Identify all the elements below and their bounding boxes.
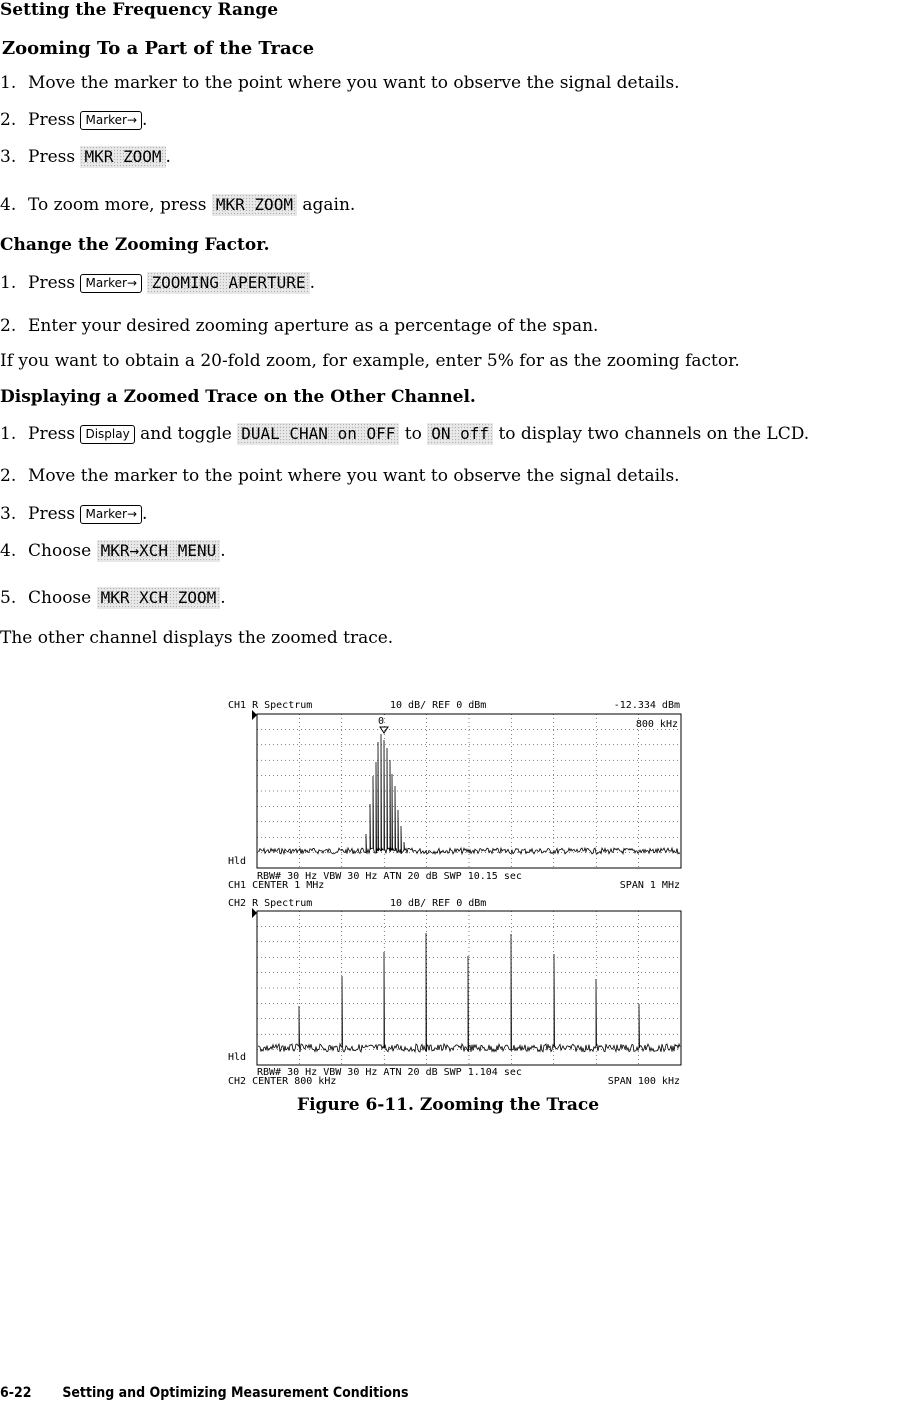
marker-hardkey[interactable]: Marker→ xyxy=(80,111,142,130)
period: . xyxy=(220,588,226,608)
step-number: 2. xyxy=(0,466,17,486)
step-text: and toggle xyxy=(140,424,232,444)
period: . xyxy=(309,273,315,293)
mkr-zoom-softkey[interactable]: MKR ZOOM xyxy=(212,194,297,216)
period: . xyxy=(220,541,226,561)
step-text: To zoom more, press xyxy=(28,195,207,215)
step-1-3 xyxy=(0,146,171,168)
ch2-ref-arrow-icon xyxy=(252,908,257,918)
mkr-zoom-softkey[interactable]: MKR ZOOM xyxy=(80,146,165,168)
marker-hardkey[interactable]: Marker→ xyxy=(80,274,142,293)
step-number: 4. xyxy=(0,541,17,561)
step-text: Press xyxy=(28,110,76,130)
closing-text: The other channel displays the zoomed trace. xyxy=(0,628,394,648)
period: . xyxy=(142,110,148,130)
step-text: Move the marker to the point where you want to observe the signal details. xyxy=(28,466,680,486)
section-title: Setting the Frequency Range xyxy=(0,0,279,20)
ch1-marker-label: 0 xyxy=(378,716,385,727)
ch2-bottom-left: CH2 CENTER 800 kHz xyxy=(228,1076,337,1087)
step-1-2 xyxy=(0,110,147,130)
step-text: Choose xyxy=(28,541,92,561)
ch1-bottom-line1: RBW# 30 Hz VBW 30 Hz ATN 20 dB SWP 10.15 sec xyxy=(257,871,522,882)
subhead-other-channel: Displaying a Zoomed Trace on the Other Channel. xyxy=(0,387,476,407)
footer-title: Setting and Optimizing Measurement Conditions xyxy=(62,1385,409,1401)
ch1-header-mid: 10 dB/ REF 0 dBm xyxy=(390,700,487,711)
subhead-zoom-part: Zooming To a Part of the Trace xyxy=(2,38,315,59)
step-number: 1. xyxy=(0,73,17,93)
step-3-5 xyxy=(0,587,226,609)
step-1-1 xyxy=(0,73,680,93)
step-text: Press xyxy=(28,273,76,293)
step-3-2 xyxy=(0,466,680,486)
period: . xyxy=(165,147,171,167)
zooming-aperture-softkey[interactable]: ZOOMING APERTURE xyxy=(147,272,309,294)
on-off-softkey[interactable]: ON off xyxy=(427,423,493,445)
step-number: 2. xyxy=(0,110,17,130)
step-text: to display two channels on the LCD. xyxy=(498,424,810,444)
dual-chan-softkey[interactable]: DUAL CHAN on OFF xyxy=(237,423,399,445)
step-number: 4. xyxy=(0,195,17,215)
step-number: 3. xyxy=(0,504,17,524)
ch1-ref-arrow-icon xyxy=(252,710,257,720)
display-hardkey[interactable]: Display xyxy=(80,425,134,444)
figure-zooming-trace xyxy=(226,694,686,1088)
figure-caption: Figure 6-11. Zooming the Trace xyxy=(297,1095,600,1115)
step-text: Choose xyxy=(28,588,92,608)
step-text: Press xyxy=(28,147,76,167)
page-number: 6-22 xyxy=(0,1385,32,1401)
ch2-bottom-line1: RBW# 30 Hz VBW 30 Hz ATN 20 dB SWP 1.104 sec xyxy=(257,1067,522,1078)
zoom-factor-note: If you want to obtain a 20-fold zoom, for example, enter 5% for as the zooming factor. xyxy=(0,351,740,371)
step-text: Enter your desired zooming aperture as a percentage of the span. xyxy=(28,316,599,336)
step-number: 1. xyxy=(0,424,17,444)
period: . xyxy=(142,504,148,524)
ch1-hld: Hld xyxy=(228,856,247,867)
step-3-3 xyxy=(0,504,147,524)
step-1-4 xyxy=(0,194,355,216)
ch1-header-right: -12.334 dBm xyxy=(613,700,680,711)
ch2-header-left: CH2 R Spectrum xyxy=(228,898,313,909)
mkr-xch-menu-softkey[interactable]: MKR→XCH MENU xyxy=(97,540,221,562)
ch1-bottom-right: SPAN 1 MHz xyxy=(619,880,680,891)
ch1-bottom-left: CH1 CENTER 1 MHz xyxy=(228,880,325,891)
step-number: 5. xyxy=(0,588,17,608)
step-3-4 xyxy=(0,540,226,562)
step-number: 1. xyxy=(0,273,17,293)
step-number: 3. xyxy=(0,147,17,167)
ch2-bottom-right: SPAN 100 kHz xyxy=(607,1076,680,1087)
subhead-change-factor: Change the Zooming Factor. xyxy=(0,235,270,255)
step-2-2 xyxy=(0,316,598,336)
step-3-1 xyxy=(0,423,809,445)
mkr-xch-zoom-softkey[interactable]: MKR XCH ZOOM xyxy=(97,587,221,609)
ch2-hld: Hld xyxy=(228,1052,247,1063)
step-text: Press xyxy=(28,424,76,444)
step-text: to xyxy=(404,424,422,444)
ch1-marker-readout: 800 kHz xyxy=(635,719,678,730)
step-2-1 xyxy=(0,272,315,294)
step-number: 2. xyxy=(0,316,17,336)
step-text: again. xyxy=(302,195,356,215)
ch2-header-mid: 10 dB/ REF 0 dBm xyxy=(390,898,487,909)
step-text: Move the marker to the point where you want to observe the signal details. xyxy=(28,73,680,93)
page-footer xyxy=(0,1385,409,1401)
marker-hardkey[interactable]: Marker→ xyxy=(80,505,142,524)
step-text: Press xyxy=(28,504,76,524)
ch1-header-left: CH1 R Spectrum xyxy=(228,700,313,711)
